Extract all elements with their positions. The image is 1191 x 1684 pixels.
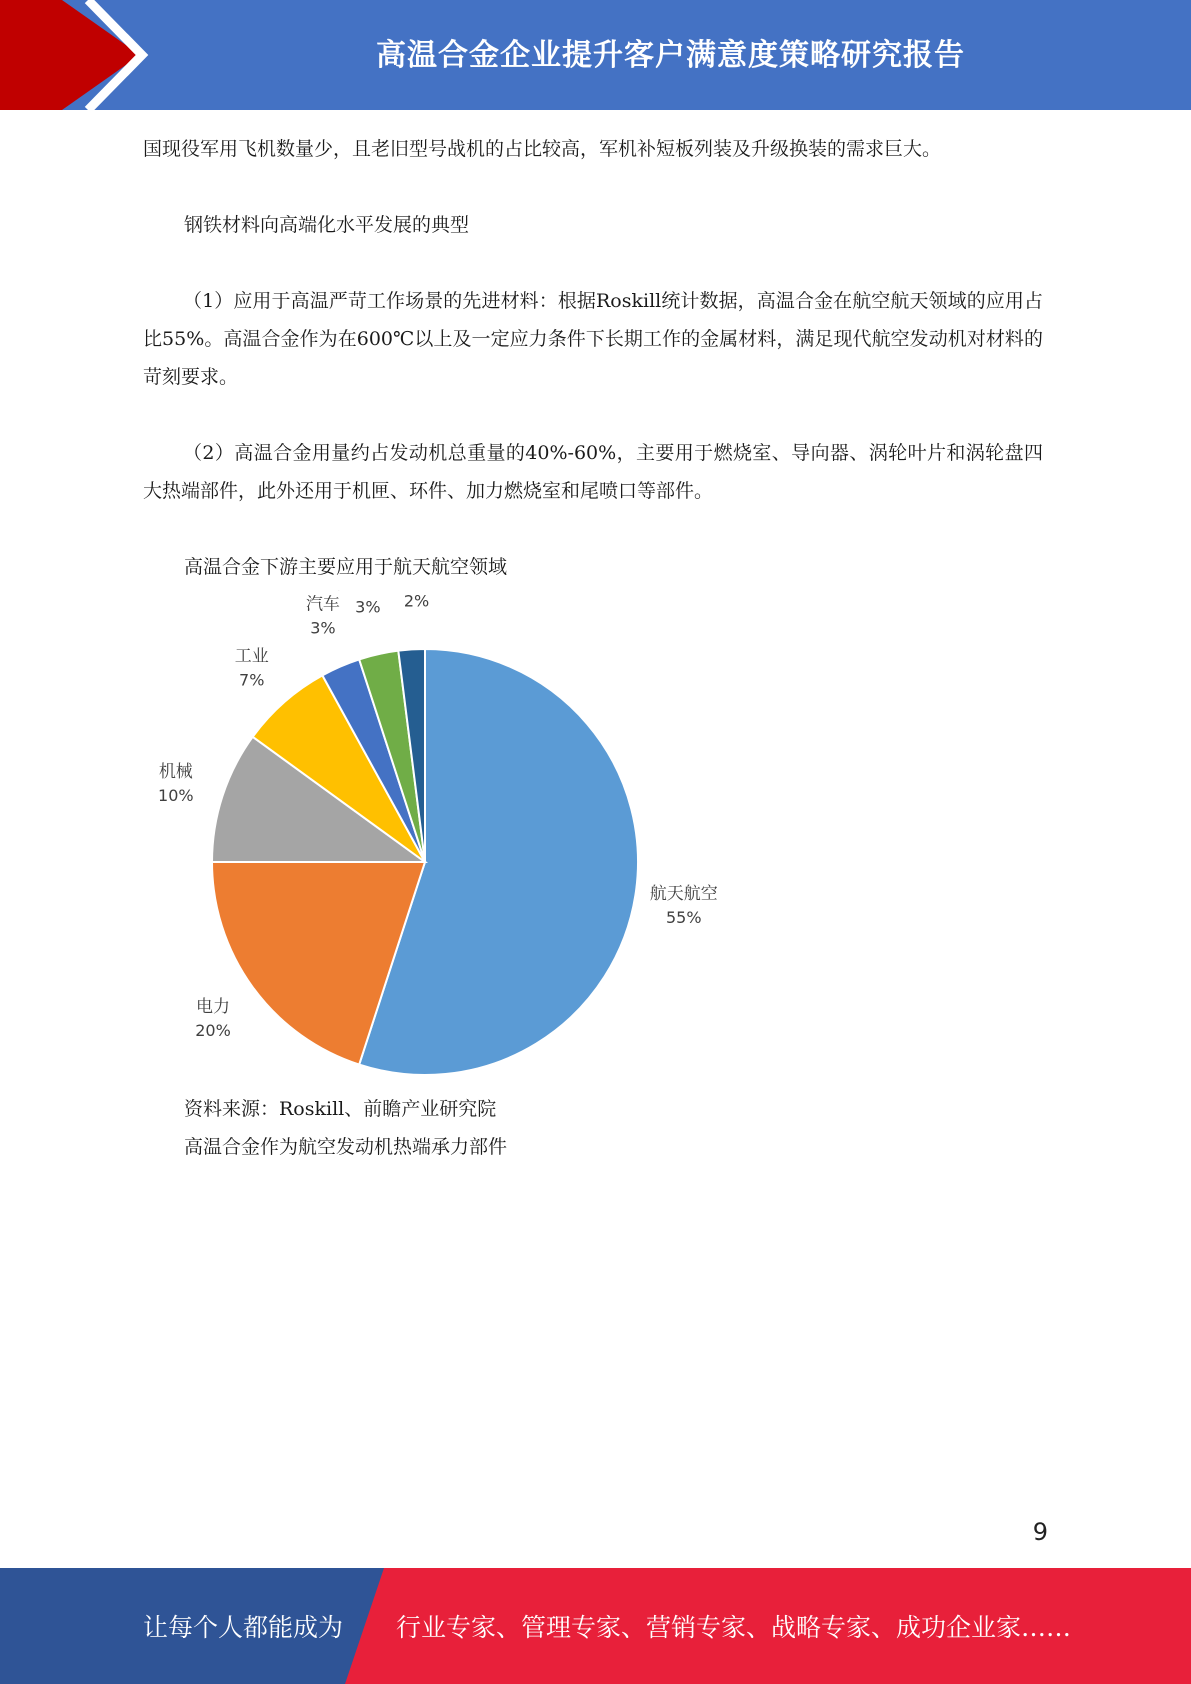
header-arrow-decoration (0, 0, 160, 110)
paragraph-1: （1）应用于高温严苛工作场景的先进材料：根据Roskill统计数据，高温合金在航空航天领域的应用占比55%。高温合金作为在600℃以上及一定应力条件下长期工作的金属材料，满足现代航空发动机对材料的苛刻要求。 (143, 290, 1043, 388)
paragraph-2: （2）高温合金用量约占发动机总重量的40%-60%，主要用于燃烧室、导向器、涡轮叶片和涡轮盘四大热端部件，此外还用于机匣、环件、加力燃烧室和尾喷口等部件。 (143, 442, 1043, 502)
pie-label-0: 航天航空 (649, 883, 718, 904)
main-content (143, 130, 1043, 586)
section-heading-2: 高温合金作为航空发动机热端承力部件 (184, 1136, 508, 1158)
chart-footer-text (143, 1090, 1043, 1166)
pie-label-1: 电力 (196, 996, 231, 1017)
pie-label-5 (334, 590, 402, 593)
chart-caption: 高温合金下游主要应用于航天航空领域 (184, 556, 508, 578)
footer-slogan-right: 行业专家、管理专家、营销专家、战略专家、成功企业家…… (396, 1613, 1072, 1642)
pie-value-label-0: 55% (665, 907, 702, 927)
pie-value-label-5: 3% (355, 597, 381, 617)
pie-value-label-6: 2% (403, 591, 430, 611)
pie-chart (143, 590, 783, 1090)
paragraph-military-aircraft: 国现役军用飞机数量少，且老旧型号战机的占比较高，军机补短板列装及升级换装的需求巨大。 (143, 138, 942, 160)
pie-value-label-4: 3% (310, 618, 336, 638)
page-number: 9 (1032, 1518, 1048, 1546)
source-note: 资料来源：Roskill、前瞻产业研究院 (184, 1098, 497, 1120)
footer-slogan-left: 让每个人都能成为 (143, 1613, 344, 1642)
section-heading: 钢铁材料向高端化水平发展的典型 (184, 214, 470, 236)
pie-label-4: 汽车 (305, 594, 340, 615)
pie-value-label-1: 20% (195, 1020, 231, 1040)
report-title: 高温合金企业提升客户满意度策略研究报告 (376, 38, 965, 73)
pie-label-3: 工业 (234, 646, 269, 667)
pie-chart-svg (143, 590, 783, 1090)
page-footer (0, 1568, 1191, 1684)
pie-label-2: 机械 (158, 762, 193, 783)
page-header (0, 0, 1191, 110)
pie-value-label-3: 7% (239, 670, 265, 690)
pie-value-label-2: 10% (158, 786, 194, 806)
